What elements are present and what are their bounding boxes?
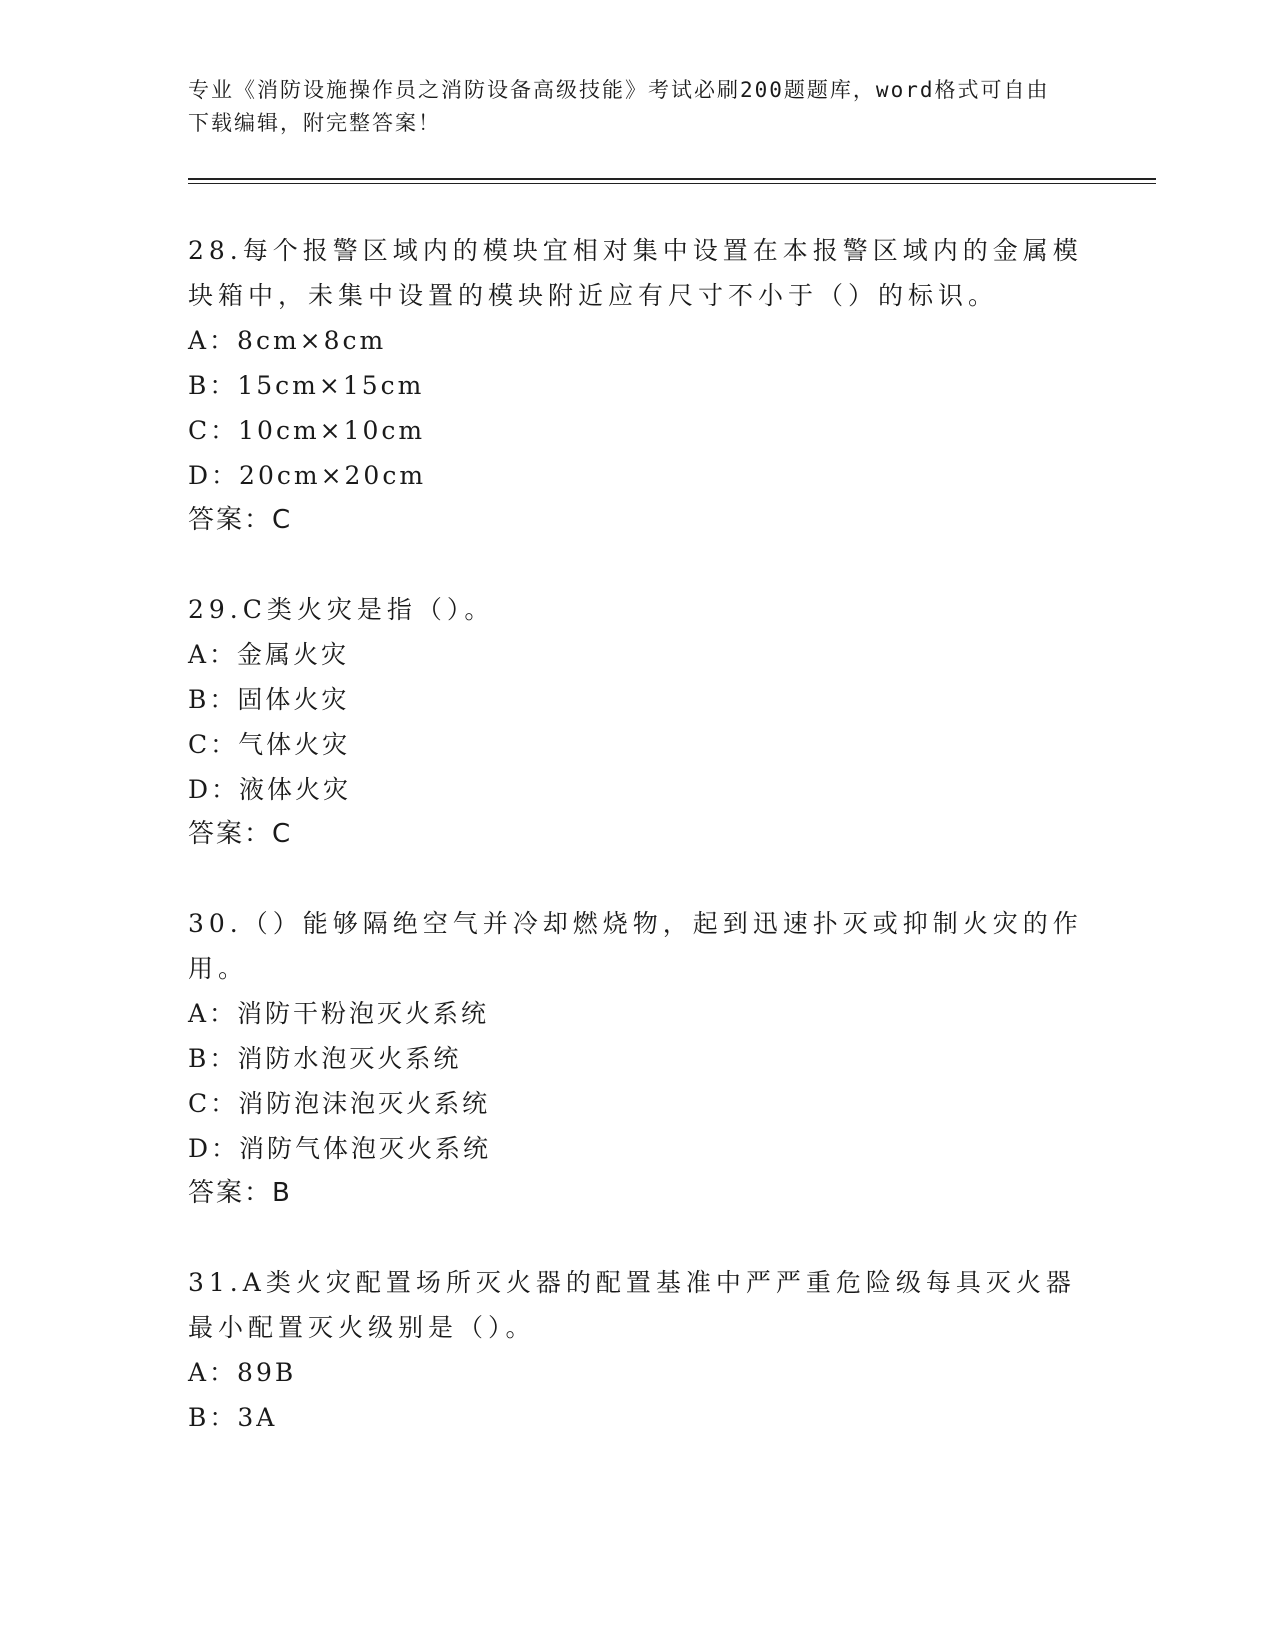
- option-a: A：89B: [188, 1358, 297, 1387]
- question-31: [188, 1260, 1148, 1440]
- document-page: [188, 0, 1148, 1484]
- option-b: B：15cm×15cm: [188, 371, 425, 400]
- option-d: D：20cm×20cm: [188, 461, 427, 490]
- question-30: [188, 901, 1148, 1216]
- question-28: [188, 228, 1148, 543]
- question-29: [188, 587, 1148, 857]
- header-divider-thin: [188, 183, 1156, 184]
- option-a: A：8cm×8cm: [188, 326, 387, 355]
- question-stem: 28.每个报警区域内的模块宜相对集中设置在本报警区域内的金属模块箱中，未集中设置的模块附近应有尺寸不小于（）的标识。: [188, 236, 1083, 310]
- question-stem: 30.（）能够隔绝空气并冷却燃烧物，起到迅速扑灭或抑制火灾的作用。: [188, 909, 1083, 983]
- option-b: B：固体火灾: [188, 685, 350, 714]
- option-c: C：10cm×10cm: [188, 416, 426, 445]
- option-c: C：消防泡沫泡灭火系统: [188, 1089, 491, 1118]
- question-list: [188, 228, 1148, 1440]
- header-divider-thick: [188, 178, 1156, 180]
- option-d: D：消防气体泡灭火系统: [188, 1134, 492, 1163]
- answer-line: 答案：B: [188, 1178, 292, 1208]
- answer-line: 答案：C: [188, 505, 293, 535]
- option-a: A：消防干粉泡灭火系统: [188, 999, 490, 1028]
- document-header: 专业《消防设施操作员之消防设备高级技能》考试必刷200题题库，word格式可自由下载编辑，附完整答案！: [188, 78, 1050, 135]
- question-stem: 31.A类火灾配置场所灭火器的配置基准中严严重危险级每具灭火器最小配置灭火级别是（）。: [188, 1268, 1076, 1342]
- option-a: A：金属火灾: [188, 640, 350, 669]
- option-b: B：3A: [188, 1403, 278, 1432]
- option-d: D：液体火灾: [188, 775, 352, 804]
- question-stem: 29.C类火灾是指（）。: [188, 595, 495, 624]
- option-c: C：气体火灾: [188, 730, 351, 759]
- answer-line: 答案：C: [188, 819, 293, 849]
- option-b: B：消防水泡灭火系统: [188, 1044, 462, 1073]
